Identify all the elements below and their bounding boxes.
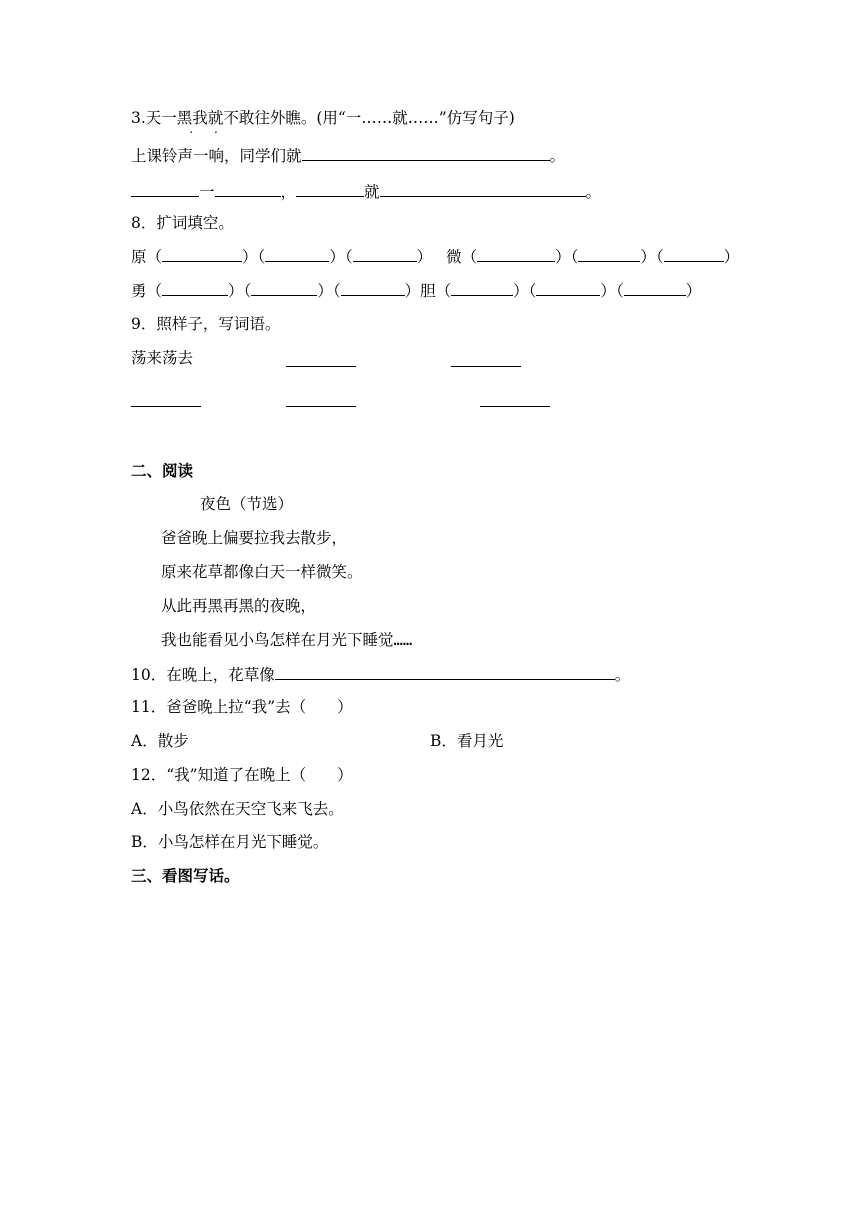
q3-blank-3[interactable] [215,181,281,197]
q8-blank[interactable] [624,280,686,296]
q11-option-a[interactable]: A．散步 [131,732,189,750]
open-paren: （ [461,248,478,266]
q9-blank-5[interactable] [480,391,550,407]
q12-option-a[interactable]: A．小鸟依然在天空飞来飞去。 [131,800,344,818]
close-paren: ） [228,282,244,300]
q3-text-b: 黑我 [176,109,208,127]
open-paren: （ [243,282,252,300]
close-paren: ） [242,248,258,266]
q3-text-a: 3.天一 [131,109,177,127]
q8-row-2 [131,280,701,301]
close-paren: ） [404,282,421,300]
close-paren: ） [329,248,345,266]
section-3-heading: 三、看图写话。 [131,867,240,885]
q12-prompt: 12．“我”知道了在晚上（ ） [131,766,353,784]
poem-line: 从此再黑再黑的夜晚， [161,597,317,615]
q9-blank-2[interactable] [451,351,521,367]
open-paren: （ [655,248,664,266]
q12-option-b[interactable]: B．小鸟怎样在月光下睡觉。 [131,833,329,851]
open-paren: （ [257,248,266,266]
q8-blank[interactable] [664,246,724,262]
q3-blank-2[interactable] [131,181,199,197]
q10-end: 。 [614,666,631,684]
q8-blank[interactable] [265,246,329,262]
close-paren: ） [317,282,333,300]
close-paren: ） [640,248,656,266]
q3-fill-end: 。 [585,183,602,201]
q9-example: 荡来荡去 [131,349,194,367]
poem-title: 夜色（节选） [200,495,294,513]
q8-char-dan: 胆 [420,282,436,300]
q8-title: 8．扩词填空。 [131,214,234,232]
q3-text-c: 就 [207,109,224,127]
q3-text-d: 不敢往外瞧。(用“一……就……”仿写句子) [223,109,515,127]
close-paren: ） [723,248,740,266]
q8-blank[interactable] [451,280,513,296]
q3-fill-line [131,181,601,202]
q3-blank-1[interactable] [302,145,550,161]
q3-blank-4[interactable] [296,181,364,197]
q3-fill-comma: ， [280,183,297,201]
open-paren: （ [435,282,452,300]
q8-blank[interactable] [477,246,555,262]
open-paren: （ [344,248,353,266]
section-2-heading: 二、阅读 [131,462,194,480]
q8-blank[interactable] [341,280,405,296]
close-paren: ） [416,248,433,266]
q8-blank[interactable] [578,246,640,262]
q10-blank[interactable] [275,664,615,680]
q10 [131,664,630,685]
q10-prompt: 10．在晚上，花草像 [131,666,275,684]
poem-line: 爸爸晚上偏要拉我去散步， [161,529,348,547]
close-paren: ） [685,282,702,300]
open-paren: （ [332,282,341,300]
q8-char-wei: 微 [446,248,462,266]
q3-example-end: 。 [549,147,566,165]
close-paren: ） [600,282,616,300]
q9-title: 9．照样子，写词语。 [131,315,281,333]
close-paren: ） [555,248,571,266]
q8-char-yuan: 原 [131,248,147,266]
q8-blank[interactable] [353,246,417,262]
q11-option-b[interactable]: B．看月光 [430,732,504,750]
q8-blank[interactable] [162,246,242,262]
open-paren: （ [570,248,579,266]
q3-fill-jiu: 就 [364,183,380,201]
q8-row-1 [131,246,739,267]
q8-blank[interactable] [536,280,600,296]
q3-fill-yi: 一 [199,183,215,201]
q3-example-line [131,145,565,166]
poem-line: 原来花草都像白天一样微笑。 [161,563,363,581]
q3-example-text: 上课铃声一响，同学们就 [131,147,302,165]
q9-blank-1[interactable] [286,351,356,367]
open-paren: （ [146,248,163,266]
q9-blank-4[interactable] [286,391,356,407]
q8-blank[interactable] [251,280,317,296]
q11-prompt: 11．爸爸晚上拉“我”去（ ） [131,698,353,716]
q9-blank-3[interactable] [131,391,201,407]
q8-char-yong: 勇 [131,282,147,300]
open-paren: （ [528,282,537,300]
q3-blank-5[interactable] [380,181,586,197]
poem-line: 我也能看见小鸟怎样在月光下睡觉…… [161,631,413,649]
q8-blank[interactable] [162,280,228,296]
open-paren: （ [615,282,624,300]
close-paren: ） [513,282,529,300]
open-paren: （ [146,282,163,300]
q3-prompt [131,108,515,128]
